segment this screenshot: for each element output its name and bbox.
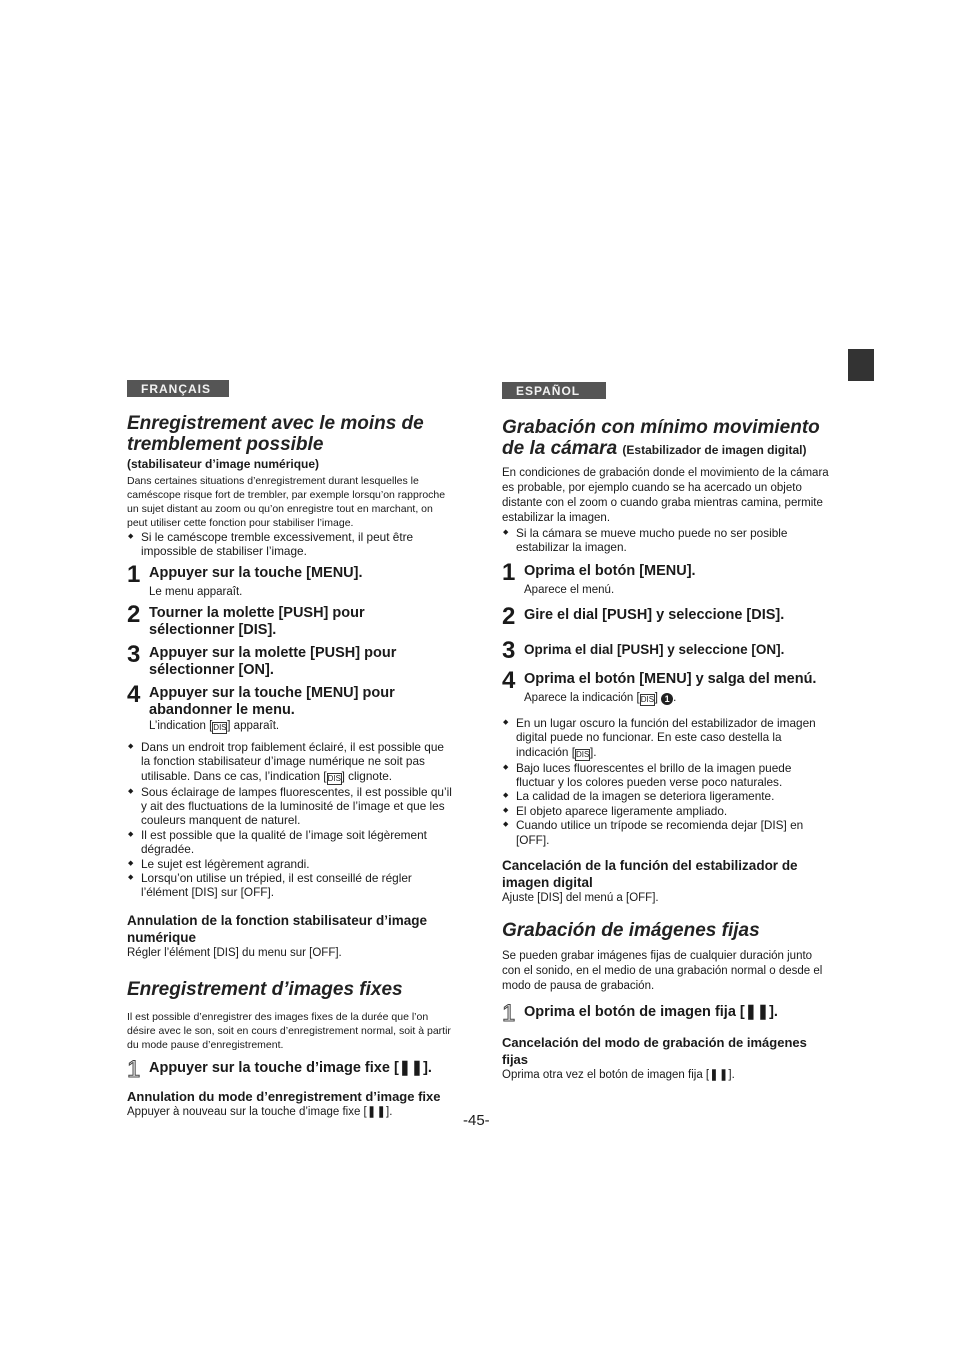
pause-icon: ❚❚ (744, 1004, 770, 1021)
step-number: 4 (127, 680, 141, 708)
step-1 (502, 558, 830, 586)
step-detail: L’indication [DIS] apparaît. (149, 719, 280, 732)
still-cancel-text: Appuyer à nouveau sur la touche d’image fixe [❚❚]. (127, 1105, 393, 1118)
pause-icon: ❚❚ (366, 1105, 387, 1118)
step-still (502, 1000, 830, 1028)
caution-item: ◆ Il est possible que la qualité de l’image soit légèrement dégradée. (127, 828, 452, 857)
caution-item: ◆ La calidad de la imagen se deteriora ligeramente. (502, 789, 830, 803)
caution-list (502, 716, 830, 847)
step-number: 4 (502, 666, 516, 694)
step-text: Appuyer sur la touche [MENU] pour abandonner le menu. (149, 684, 395, 718)
step-text: Tourner la molette [PUSH] pour sélectionner [DIS]. (149, 604, 365, 638)
step-3 (502, 636, 830, 664)
stabilizer-icon: DIS (327, 773, 341, 783)
stabilizer-icon: DIS (213, 722, 227, 732)
step-detail: Aparece el menú. (524, 583, 615, 596)
step-detail: Le menu apparaît. (149, 585, 243, 598)
step-text: Oprima el botón [MENU]. (524, 562, 696, 579)
step-number: 1 (127, 1055, 141, 1083)
step-3 (127, 640, 452, 679)
section-title-stabilizer: Enregistrement avec le moins de tremblement possible (127, 413, 424, 455)
pause-icon: ❚❚ (709, 1069, 729, 1082)
stabilizer-icon: DIS (576, 749, 590, 759)
caution-item: ◆ Bajo luces fluorescentes el brillo de la imagen puede fluctuar y los colores pueden verse poco naturales. (502, 761, 830, 790)
cancel-heading: Cancelación de la función del estabilizador de imagen digital (502, 858, 798, 891)
note-list (502, 526, 830, 555)
intro-paragraph: En condiciones de grabación donde el movimiento de la cámara es probable, por ejemplo cuando se ha acercado un objeto distante con el zoom o cuando graba mientras camina, permite estabilizar la imagen. (502, 467, 829, 524)
step-text: Oprima el dial [PUSH] y seleccione [ON]. (524, 641, 785, 657)
step-text: Appuyer sur la touche d’image fixe [❚❚]. (149, 1059, 432, 1076)
step-4 (127, 680, 452, 719)
still-cancel-heading: Annulation du mode d’enregistrement d’image fixe (127, 1088, 441, 1104)
step-text: Appuyer sur la touche [MENU]. (149, 564, 363, 581)
caution-list (127, 740, 452, 900)
caution-item: ◆ El objeto aparece ligeramente ampliado. (502, 804, 830, 818)
caution-item: ◆ En un lugar oscuro la función del estabilizador de imagen digital puede no funcionar. En este caso destella la indicación [DIS]. (502, 716, 830, 761)
still-intro: Il est possible d’enregistrer des images fixes de la durée que l’on désire avec le son, soit en cours d’enregistrement normal, soit à partir du mode pause d’enregistrement. (127, 1010, 451, 1051)
cancel-text: Ajuste [DIS] del menú a [OFF]. (502, 892, 659, 905)
step-text: Oprima el botón [MENU] y salga del menú. (524, 670, 817, 687)
pause-icon: ❚❚ (398, 1059, 424, 1076)
side-index-tab (848, 349, 874, 381)
step-number: 1 (127, 560, 141, 588)
cancel-heading: Annulation de la fonction stabilisateur d’image numérique (127, 912, 428, 945)
language-label-french: FRANÇAIS (127, 380, 229, 397)
note-item: ◆ Si le caméscope tremble excessivement, il peut être impossible de stabiliser l’image. (127, 530, 452, 559)
step-number: 1 (502, 1000, 516, 1028)
step-text: Appuyer sur la molette [PUSH] pour sélectionner [ON]. (149, 644, 397, 678)
step-number: 1 (502, 558, 516, 586)
stabilizer-icon: DIS (640, 694, 655, 704)
step-number: 3 (127, 640, 141, 668)
note-item: ◆ Si la cámara se mueve mucho puede no ser posible estabilizar la imagen. (502, 526, 830, 555)
caution-item: ◆ Dans un endroit trop faiblement éclairé, il est possible que la fonction stabilisateur d’image numérique ne soit pas utilisable. Dans ce cas, l’indication [DIS] clignote. (127, 740, 452, 785)
intro-paragraph: Dans certaines situations d’enregistrement durant lesquelles le caméscope risque fort de trembler, par exemple lorsqu’on rapproche un sujet distant au zoom ou qu’on enregistre tout en marchant, on peut utiliser cette fonction pour stabiliser l’image. (127, 475, 446, 529)
page-number: -45- (463, 1112, 490, 1129)
section-title-still: Grabación de imágenes fijas (502, 920, 760, 942)
note-list (127, 530, 452, 559)
step-text: Oprima el botón de imagen fija [❚❚]. (524, 1004, 778, 1021)
section-title-stabilizer: Grabación con mínimo movimiento de la cámara (Estabilizador de imagen digital) (502, 417, 820, 459)
step-still (127, 1055, 452, 1083)
section-subtitle: (stabilisateur d’image numérique) (127, 457, 320, 471)
step-2 (127, 600, 452, 639)
step-number: 2 (127, 600, 141, 628)
column-spanish (502, 380, 830, 1083)
step-4 (502, 666, 830, 694)
caution-item: ◆ Le sujet est légèrement agrandi. (127, 857, 452, 871)
still-cancel-heading: Cancelación del modo de grabación de imágenes fijas (502, 1035, 807, 1068)
step-number: 2 (502, 602, 516, 630)
language-label-spanish: ESPAÑOL (502, 382, 606, 399)
step-number: 3 (502, 636, 516, 664)
cancel-text: Régler l’élément [DIS] du menu sur [OFF]. (127, 946, 342, 959)
step-text: Gire el dial [PUSH] y seleccione [DIS]. (524, 606, 785, 623)
caution-item: ◆ Sous éclairage de lampes fluorescentes, il est possible qu’il y ait des fluctuations de la luminosité de l’image et que les couleurs manquent de naturel. (127, 785, 452, 828)
column-french (127, 380, 452, 1120)
step-1 (127, 560, 452, 588)
still-cancel-text: Oprima otra vez el botón de imagen fija [❚❚]. (502, 1069, 735, 1082)
step-2 (502, 602, 830, 630)
still-intro: Se pueden grabar imágenes fijas de cualquier duración junto con el sonido, en el medio de una grabación normal o desde el modo de pausa de grabación. (502, 950, 823, 993)
caution-item: ◆ Cuando utilice un trípode se recomienda dejar [DIS] en [OFF]. (502, 818, 830, 847)
step-detail: Aparece la indicación [DIS] 1 . (524, 691, 677, 704)
caution-item: ◆ Lorsqu’on utilise un trépied, il est conseillé de régler l’élément [DIS] sur [OFF]. (127, 871, 452, 900)
callout-number-icon: 1 (661, 693, 673, 705)
section-title-still: Enregistrement d’images fixes (127, 978, 403, 1000)
